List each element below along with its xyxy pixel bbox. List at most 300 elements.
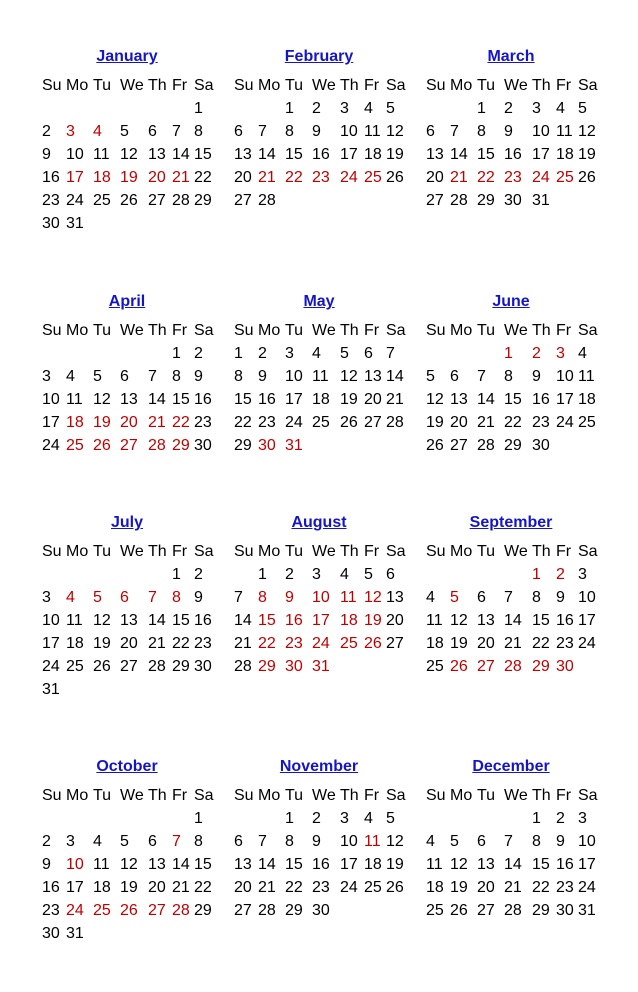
highlighted-date: 24 bbox=[340, 169, 358, 186]
date-cell: 4 bbox=[364, 100, 373, 117]
highlighted-date: 17 bbox=[312, 612, 330, 629]
weekday-header: Th bbox=[148, 543, 167, 560]
highlighted-date: 31 bbox=[312, 658, 330, 675]
date-cell: 28 bbox=[172, 192, 190, 209]
date-cell: 18 bbox=[426, 635, 444, 652]
date-cell: 11 bbox=[426, 856, 443, 873]
date-cell: 1 bbox=[258, 566, 267, 583]
month-link-march[interactable]: March bbox=[487, 48, 535, 65]
date-cell: 23 bbox=[532, 414, 550, 431]
highlighted-date: 23 bbox=[312, 169, 330, 186]
highlighted-date: 25 bbox=[66, 437, 84, 454]
date-cell: 22 bbox=[504, 414, 522, 431]
date-cell: 7 bbox=[477, 368, 486, 385]
month-link-december[interactable]: December bbox=[472, 758, 550, 775]
date-cell: 20 bbox=[477, 635, 495, 652]
date-cell: 1 bbox=[234, 345, 243, 362]
date-cell: 30 bbox=[42, 215, 60, 232]
date-cell: 20 bbox=[426, 169, 444, 186]
weekday-header: Tu bbox=[93, 543, 112, 560]
date-cell: 25 bbox=[426, 658, 444, 675]
date-cell: 26 bbox=[386, 879, 404, 896]
date-cell: 21 bbox=[504, 635, 522, 652]
weekday-header: Fr bbox=[556, 787, 572, 804]
month-link-april[interactable]: April bbox=[108, 293, 146, 310]
date-cell: 3 bbox=[340, 810, 349, 827]
date-cell: 14 bbox=[258, 856, 276, 873]
date-cell: 4 bbox=[426, 589, 435, 606]
weekday-header: Fr bbox=[364, 543, 380, 560]
date-cell: 6 bbox=[477, 833, 486, 850]
weekday-header: We bbox=[504, 787, 528, 804]
weekday-header: Su bbox=[234, 543, 254, 560]
date-cell: 31 bbox=[532, 192, 550, 209]
date-cell: 12 bbox=[93, 391, 111, 408]
date-cell: 12 bbox=[120, 856, 138, 873]
weekday-header: Su bbox=[426, 543, 446, 560]
weekday-header: Su bbox=[234, 787, 254, 804]
date-cell: 5 bbox=[450, 833, 459, 850]
weekday-header: We bbox=[312, 77, 336, 94]
date-cell: 25 bbox=[578, 414, 596, 431]
highlighted-date: 27 bbox=[477, 658, 495, 675]
date-cell: 17 bbox=[532, 146, 550, 163]
date-cell: 1 bbox=[172, 566, 181, 583]
date-cell: 10 bbox=[340, 833, 358, 850]
highlighted-date: 9 bbox=[285, 589, 294, 606]
date-cell: 2 bbox=[504, 100, 513, 117]
date-cell: 14 bbox=[148, 612, 166, 629]
highlighted-date: 24 bbox=[66, 902, 84, 919]
date-cell: 9 bbox=[556, 589, 565, 606]
date-cell: 19 bbox=[340, 391, 358, 408]
date-cell: 10 bbox=[66, 146, 84, 163]
weekday-header: Th bbox=[532, 543, 551, 560]
highlighted-date: 26 bbox=[364, 635, 382, 652]
date-cell: 8 bbox=[532, 833, 541, 850]
weekday-header: Tu bbox=[93, 322, 112, 339]
date-cell: 3 bbox=[312, 566, 321, 583]
date-cell: 1 bbox=[285, 100, 294, 117]
date-cell: 5 bbox=[120, 833, 129, 850]
date-cell: 29 bbox=[477, 192, 495, 209]
weekday-header: We bbox=[312, 543, 336, 560]
month-link-october[interactable]: October bbox=[96, 758, 158, 775]
month-link-august[interactable]: August bbox=[291, 514, 347, 531]
date-cell: 13 bbox=[120, 391, 138, 408]
weekday-header: Sa bbox=[386, 322, 406, 339]
date-cell: 24 bbox=[66, 192, 84, 209]
date-cell: 1 bbox=[194, 100, 203, 117]
weekday-header: We bbox=[504, 543, 528, 560]
date-cell: 12 bbox=[386, 833, 404, 850]
date-cell: 17 bbox=[340, 856, 358, 873]
month-november bbox=[234, 758, 414, 958]
date-cell: 15 bbox=[285, 856, 303, 873]
weekday-header: Mo bbox=[450, 322, 473, 339]
date-cell: 14 bbox=[477, 391, 495, 408]
date-cell: 19 bbox=[386, 146, 404, 163]
month-october bbox=[42, 758, 222, 958]
date-cell: 25 bbox=[364, 879, 382, 896]
highlighted-date: 21 bbox=[148, 414, 166, 431]
date-cell: 5 bbox=[93, 368, 102, 385]
highlighted-date: 18 bbox=[66, 414, 84, 431]
date-cell: 31 bbox=[66, 215, 84, 232]
weekday-header: Tu bbox=[477, 322, 496, 339]
highlighted-date: 5 bbox=[450, 589, 459, 606]
weekday-header: Fr bbox=[172, 787, 188, 804]
date-cell: 13 bbox=[364, 368, 382, 385]
date-cell: 2 bbox=[258, 345, 267, 362]
date-cell: 21 bbox=[172, 879, 190, 896]
weekday-header: Sa bbox=[194, 77, 214, 94]
weekday-header: Sa bbox=[194, 787, 214, 804]
weekday-header: Tu bbox=[93, 787, 112, 804]
month-link-june[interactable]: June bbox=[492, 293, 530, 310]
date-cell: 30 bbox=[194, 437, 212, 454]
weekday-header: Fr bbox=[364, 322, 380, 339]
weekday-header: Th bbox=[340, 787, 359, 804]
date-cell: 20 bbox=[234, 879, 252, 896]
weekday-header: Tu bbox=[285, 77, 304, 94]
weekday-header: Mo bbox=[66, 787, 89, 804]
date-cell: 13 bbox=[477, 856, 495, 873]
date-cell: 19 bbox=[426, 414, 444, 431]
date-cell: 5 bbox=[386, 100, 395, 117]
month-may bbox=[234, 293, 414, 493]
date-cell: 27 bbox=[477, 902, 495, 919]
date-cell: 4 bbox=[426, 833, 435, 850]
month-june bbox=[426, 293, 606, 493]
date-cell: 5 bbox=[386, 810, 395, 827]
weekday-header: Mo bbox=[66, 543, 89, 560]
date-cell: 21 bbox=[234, 635, 252, 652]
date-cell: 22 bbox=[532, 635, 550, 652]
date-cell: 14 bbox=[172, 856, 190, 873]
weekday-header: Sa bbox=[386, 77, 406, 94]
date-cell: 20 bbox=[450, 414, 468, 431]
date-cell: 26 bbox=[578, 169, 596, 186]
date-cell: 20 bbox=[364, 391, 382, 408]
date-cell: 11 bbox=[556, 123, 573, 140]
month-link-may[interactable]: May bbox=[303, 293, 335, 310]
highlighted-date: 20 bbox=[120, 414, 138, 431]
date-cell: 23 bbox=[312, 879, 330, 896]
date-cell: 5 bbox=[578, 100, 587, 117]
weekday-header: Fr bbox=[364, 787, 380, 804]
weekday-header: Fr bbox=[556, 543, 572, 560]
date-cell: 29 bbox=[234, 437, 252, 454]
date-cell: 14 bbox=[450, 146, 468, 163]
date-cell: 10 bbox=[340, 123, 358, 140]
weekday-header: We bbox=[504, 77, 528, 94]
date-cell: 16 bbox=[42, 879, 60, 896]
date-cell: 12 bbox=[120, 146, 138, 163]
date-cell: 28 bbox=[386, 414, 404, 431]
date-cell: 9 bbox=[504, 123, 513, 140]
weekday-header: Sa bbox=[386, 543, 406, 560]
highlighted-date: 22 bbox=[285, 169, 303, 186]
date-cell: 8 bbox=[172, 368, 181, 385]
date-cell: 8 bbox=[532, 589, 541, 606]
date-cell: 30 bbox=[42, 925, 60, 942]
date-cell: 30 bbox=[194, 658, 212, 675]
date-cell: 14 bbox=[504, 612, 522, 629]
date-cell: 9 bbox=[42, 146, 51, 163]
date-cell: 9 bbox=[194, 589, 203, 606]
highlighted-date: 26 bbox=[120, 902, 138, 919]
date-cell: 7 bbox=[504, 833, 513, 850]
weekday-header: Th bbox=[340, 322, 359, 339]
month-july bbox=[42, 514, 222, 714]
date-cell: 23 bbox=[556, 635, 574, 652]
date-cell: 29 bbox=[532, 902, 550, 919]
date-cell: 12 bbox=[386, 123, 404, 140]
date-cell: 30 bbox=[556, 902, 574, 919]
date-cell: 31 bbox=[42, 681, 60, 698]
date-cell: 30 bbox=[312, 902, 330, 919]
date-cell: 13 bbox=[148, 856, 166, 873]
date-cell: 9 bbox=[312, 833, 321, 850]
highlighted-date: 23 bbox=[504, 169, 522, 186]
highlighted-date: 19 bbox=[364, 612, 382, 629]
weekday-header: Sa bbox=[194, 543, 214, 560]
month-link-november[interactable]: November bbox=[279, 758, 359, 775]
date-cell: 28 bbox=[450, 192, 468, 209]
date-cell: 16 bbox=[194, 612, 212, 629]
weekday-header: Su bbox=[234, 322, 254, 339]
weekday-header: Fr bbox=[172, 322, 188, 339]
date-cell: 17 bbox=[42, 414, 60, 431]
weekday-header: Th bbox=[532, 77, 551, 94]
date-cell: 11 bbox=[578, 368, 595, 385]
weekday-header: Fr bbox=[172, 77, 188, 94]
date-cell: 22 bbox=[532, 879, 550, 896]
date-cell: 12 bbox=[340, 368, 358, 385]
date-cell: 2 bbox=[194, 345, 203, 362]
date-cell: 5 bbox=[340, 345, 349, 362]
date-cell: 29 bbox=[285, 902, 303, 919]
date-cell: 26 bbox=[93, 658, 111, 675]
date-cell: 7 bbox=[450, 123, 459, 140]
month-december bbox=[426, 758, 606, 958]
weekday-header: Mo bbox=[258, 322, 281, 339]
date-cell: 9 bbox=[312, 123, 321, 140]
date-cell: 13 bbox=[477, 612, 495, 629]
highlighted-date: 2 bbox=[532, 345, 541, 362]
date-cell: 25 bbox=[66, 658, 84, 675]
date-cell: 18 bbox=[312, 391, 330, 408]
highlighted-date: 21 bbox=[172, 169, 190, 186]
highlighted-date: 28 bbox=[172, 902, 190, 919]
date-cell: 27 bbox=[426, 192, 444, 209]
highlighted-date: 29 bbox=[258, 658, 276, 675]
date-cell: 2 bbox=[42, 123, 51, 140]
date-cell: 18 bbox=[364, 856, 382, 873]
date-cell: 27 bbox=[234, 192, 252, 209]
date-cell: 4 bbox=[364, 810, 373, 827]
month-april bbox=[42, 293, 222, 493]
weekday-header: Th bbox=[340, 543, 359, 560]
date-cell: 3 bbox=[285, 345, 294, 362]
date-cell: 26 bbox=[426, 437, 444, 454]
weekday-header: Su bbox=[426, 322, 446, 339]
date-cell: 18 bbox=[66, 635, 84, 652]
date-cell: 30 bbox=[532, 437, 550, 454]
highlighted-date: 25 bbox=[364, 169, 382, 186]
date-cell: 24 bbox=[578, 879, 596, 896]
date-cell: 31 bbox=[66, 925, 84, 942]
highlighted-date: 7 bbox=[148, 589, 157, 606]
date-cell: 2 bbox=[42, 833, 51, 850]
date-cell: 29 bbox=[194, 902, 212, 919]
date-cell: 7 bbox=[258, 833, 267, 850]
highlighted-date: 26 bbox=[93, 437, 111, 454]
date-cell: 3 bbox=[578, 566, 587, 583]
date-cell: 4 bbox=[93, 833, 102, 850]
date-cell: 23 bbox=[194, 414, 212, 431]
highlighted-date: 16 bbox=[285, 612, 303, 629]
month-september bbox=[426, 514, 606, 714]
highlighted-date: 3 bbox=[556, 345, 565, 362]
date-cell: 19 bbox=[120, 879, 138, 896]
date-cell: 17 bbox=[340, 146, 358, 163]
date-cell: 14 bbox=[172, 146, 190, 163]
date-cell: 16 bbox=[258, 391, 276, 408]
date-cell: 6 bbox=[426, 123, 435, 140]
date-cell: 3 bbox=[66, 833, 75, 850]
date-cell: 17 bbox=[578, 612, 596, 629]
weekday-header: We bbox=[504, 322, 528, 339]
weekday-header: Su bbox=[42, 77, 62, 94]
month-august bbox=[234, 514, 414, 714]
date-cell: 7 bbox=[504, 589, 513, 606]
date-cell: 15 bbox=[504, 391, 522, 408]
weekday-header: Tu bbox=[285, 543, 304, 560]
weekday-header: We bbox=[120, 322, 144, 339]
date-cell: 15 bbox=[532, 612, 550, 629]
date-cell: 6 bbox=[148, 833, 157, 850]
highlighted-date: 18 bbox=[93, 169, 111, 186]
weekday-header: Mo bbox=[450, 77, 473, 94]
date-cell: 13 bbox=[450, 391, 468, 408]
date-cell: 11 bbox=[364, 123, 381, 140]
highlighted-date: 12 bbox=[364, 589, 382, 606]
date-cell: 3 bbox=[340, 100, 349, 117]
date-cell: 24 bbox=[285, 414, 303, 431]
weekday-header: Mo bbox=[450, 787, 473, 804]
weekday-header: Fr bbox=[556, 322, 572, 339]
highlighted-date: 26 bbox=[450, 658, 468, 675]
date-cell: 23 bbox=[42, 902, 60, 919]
date-cell: 4 bbox=[340, 566, 349, 583]
date-cell: 11 bbox=[66, 391, 83, 408]
date-cell: 25 bbox=[93, 192, 111, 209]
highlighted-date: 18 bbox=[340, 612, 358, 629]
date-cell: 6 bbox=[450, 368, 459, 385]
weekday-header: Mo bbox=[450, 543, 473, 560]
date-cell: 10 bbox=[578, 833, 596, 850]
date-cell: 24 bbox=[578, 635, 596, 652]
date-cell: 18 bbox=[364, 146, 382, 163]
date-cell: 15 bbox=[194, 146, 212, 163]
weekday-header: Mo bbox=[258, 77, 281, 94]
highlighted-date: 22 bbox=[172, 414, 190, 431]
date-cell: 16 bbox=[312, 146, 330, 163]
date-cell: 8 bbox=[194, 833, 203, 850]
date-cell: 1 bbox=[532, 810, 541, 827]
date-cell: 26 bbox=[386, 169, 404, 186]
date-cell: 18 bbox=[556, 146, 574, 163]
highlighted-date: 30 bbox=[285, 658, 303, 675]
date-cell: 11 bbox=[93, 146, 110, 163]
date-cell: 28 bbox=[148, 658, 166, 675]
date-cell: 10 bbox=[285, 368, 303, 385]
date-cell: 28 bbox=[258, 902, 276, 919]
date-cell: 27 bbox=[234, 902, 252, 919]
date-cell: 5 bbox=[364, 566, 373, 583]
date-cell: 3 bbox=[42, 368, 51, 385]
date-cell: 28 bbox=[477, 437, 495, 454]
date-cell: 26 bbox=[450, 902, 468, 919]
date-cell: 26 bbox=[120, 192, 138, 209]
highlighted-date: 11 bbox=[340, 589, 357, 606]
date-cell: 16 bbox=[312, 856, 330, 873]
highlighted-date: 21 bbox=[258, 169, 276, 186]
month-link-february[interactable]: February bbox=[284, 48, 354, 65]
highlighted-date: 2 bbox=[556, 566, 565, 583]
date-cell: 6 bbox=[120, 368, 129, 385]
highlighted-date: 4 bbox=[66, 589, 75, 606]
date-cell: 8 bbox=[477, 123, 486, 140]
date-cell: 4 bbox=[578, 345, 587, 362]
highlighted-date: 28 bbox=[148, 437, 166, 454]
highlighted-date: 7 bbox=[172, 833, 181, 850]
date-cell: 21 bbox=[477, 414, 495, 431]
weekday-header: Su bbox=[426, 787, 446, 804]
month-link-september[interactable]: September bbox=[469, 514, 553, 531]
highlighted-date: 15 bbox=[258, 612, 276, 629]
weekday-header: We bbox=[120, 77, 144, 94]
weekday-header: Sa bbox=[578, 543, 598, 560]
highlighted-date: 19 bbox=[93, 414, 111, 431]
highlighted-date: 23 bbox=[285, 635, 303, 652]
date-cell: 17 bbox=[556, 391, 574, 408]
date-cell: 8 bbox=[194, 123, 203, 140]
highlighted-date: 1 bbox=[504, 345, 513, 362]
date-cell: 2 bbox=[285, 566, 294, 583]
weekday-header: Tu bbox=[477, 543, 496, 560]
weekday-header: Th bbox=[148, 787, 167, 804]
date-cell: 6 bbox=[148, 123, 157, 140]
date-cell: 4 bbox=[556, 100, 565, 117]
date-cell: 27 bbox=[364, 414, 382, 431]
date-cell: 22 bbox=[194, 879, 212, 896]
date-cell: 9 bbox=[42, 856, 51, 873]
weekday-header: Fr bbox=[556, 77, 572, 94]
weekday-header: Tu bbox=[285, 787, 304, 804]
date-cell: 8 bbox=[285, 833, 294, 850]
weekday-header: Sa bbox=[578, 787, 598, 804]
weekday-header: Th bbox=[532, 322, 551, 339]
month-link-july[interactable]: July bbox=[110, 514, 143, 531]
weekday-header: Tu bbox=[93, 77, 112, 94]
weekday-header: Su bbox=[42, 322, 62, 339]
date-cell: 7 bbox=[148, 368, 157, 385]
date-cell: 29 bbox=[172, 658, 190, 675]
month-link-january[interactable]: January bbox=[96, 48, 158, 65]
